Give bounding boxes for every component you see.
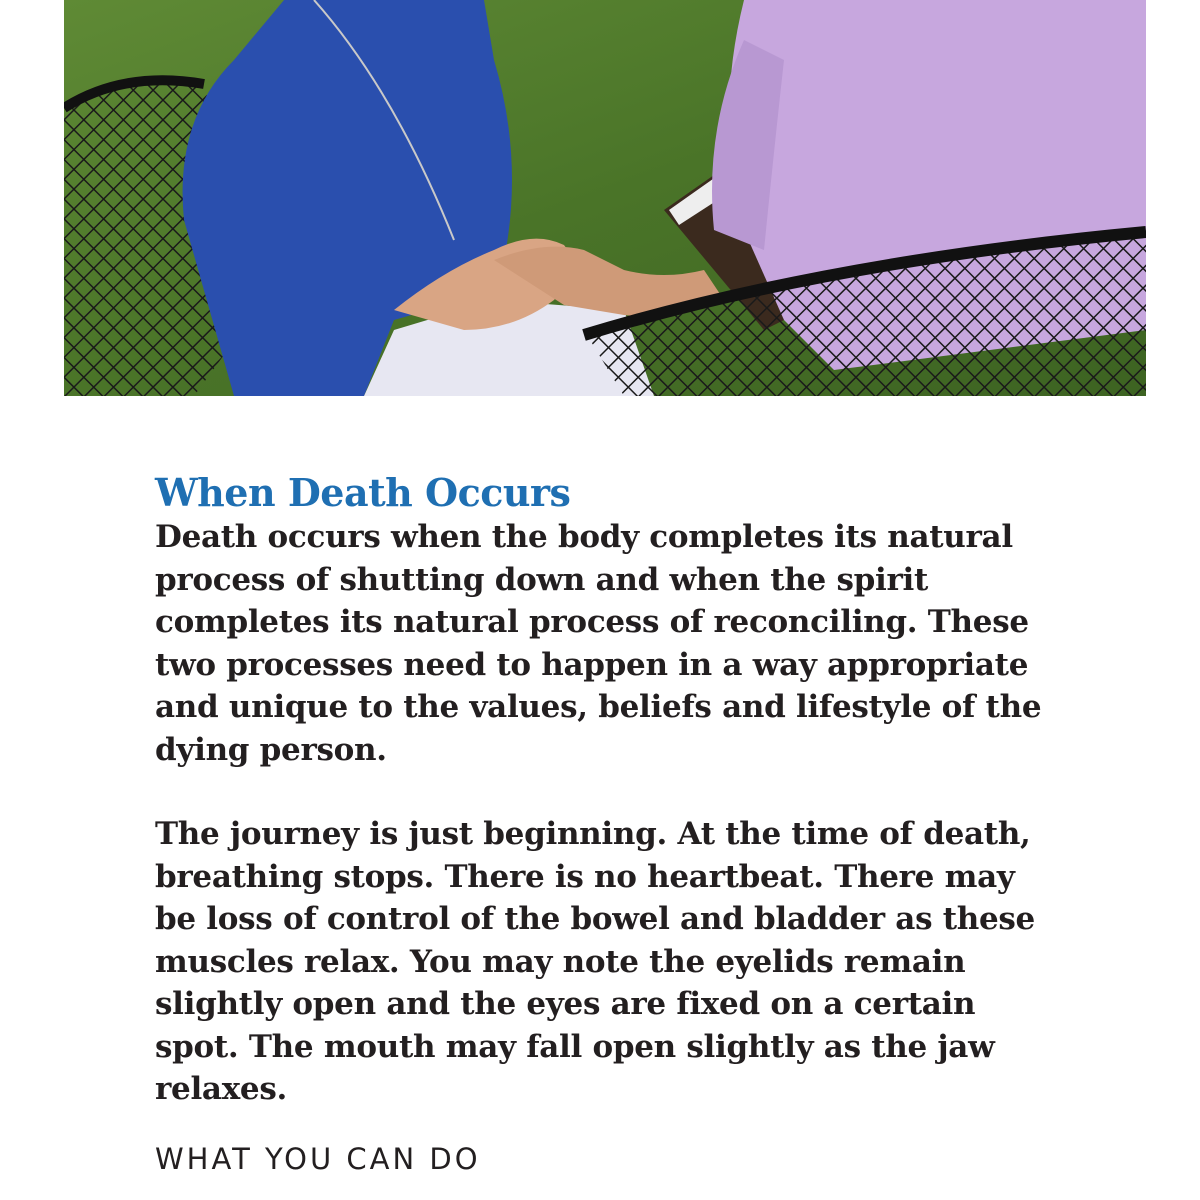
hero-photo-illustration [64,0,1146,396]
hero-photo [64,0,1146,396]
article [155,470,1055,1179]
section-subheading: WHAT YOU CAN DO [155,1141,481,1176]
article-paragraph-2: The journey is just beginning. At the time of death, breathing stops. There is no heartbeat. There may be loss of control of the bowel and bladder as these muscles relax. You may note the eyelids remain slightly open and the eyes are fixed on a certain spot. The mouth may fall open slightly as the jaw relaxes. [155,816,1035,1107]
article-title: When Death Occurs [155,470,571,515]
article-paragraph-1: Death occurs when the body completes its natural process of shutting down and when the spirit completes its natural process of reconciling. These two processes need to happen in a way appropriate and unique to the values, beliefs and lifestyle of the dying person. [155,519,1042,768]
